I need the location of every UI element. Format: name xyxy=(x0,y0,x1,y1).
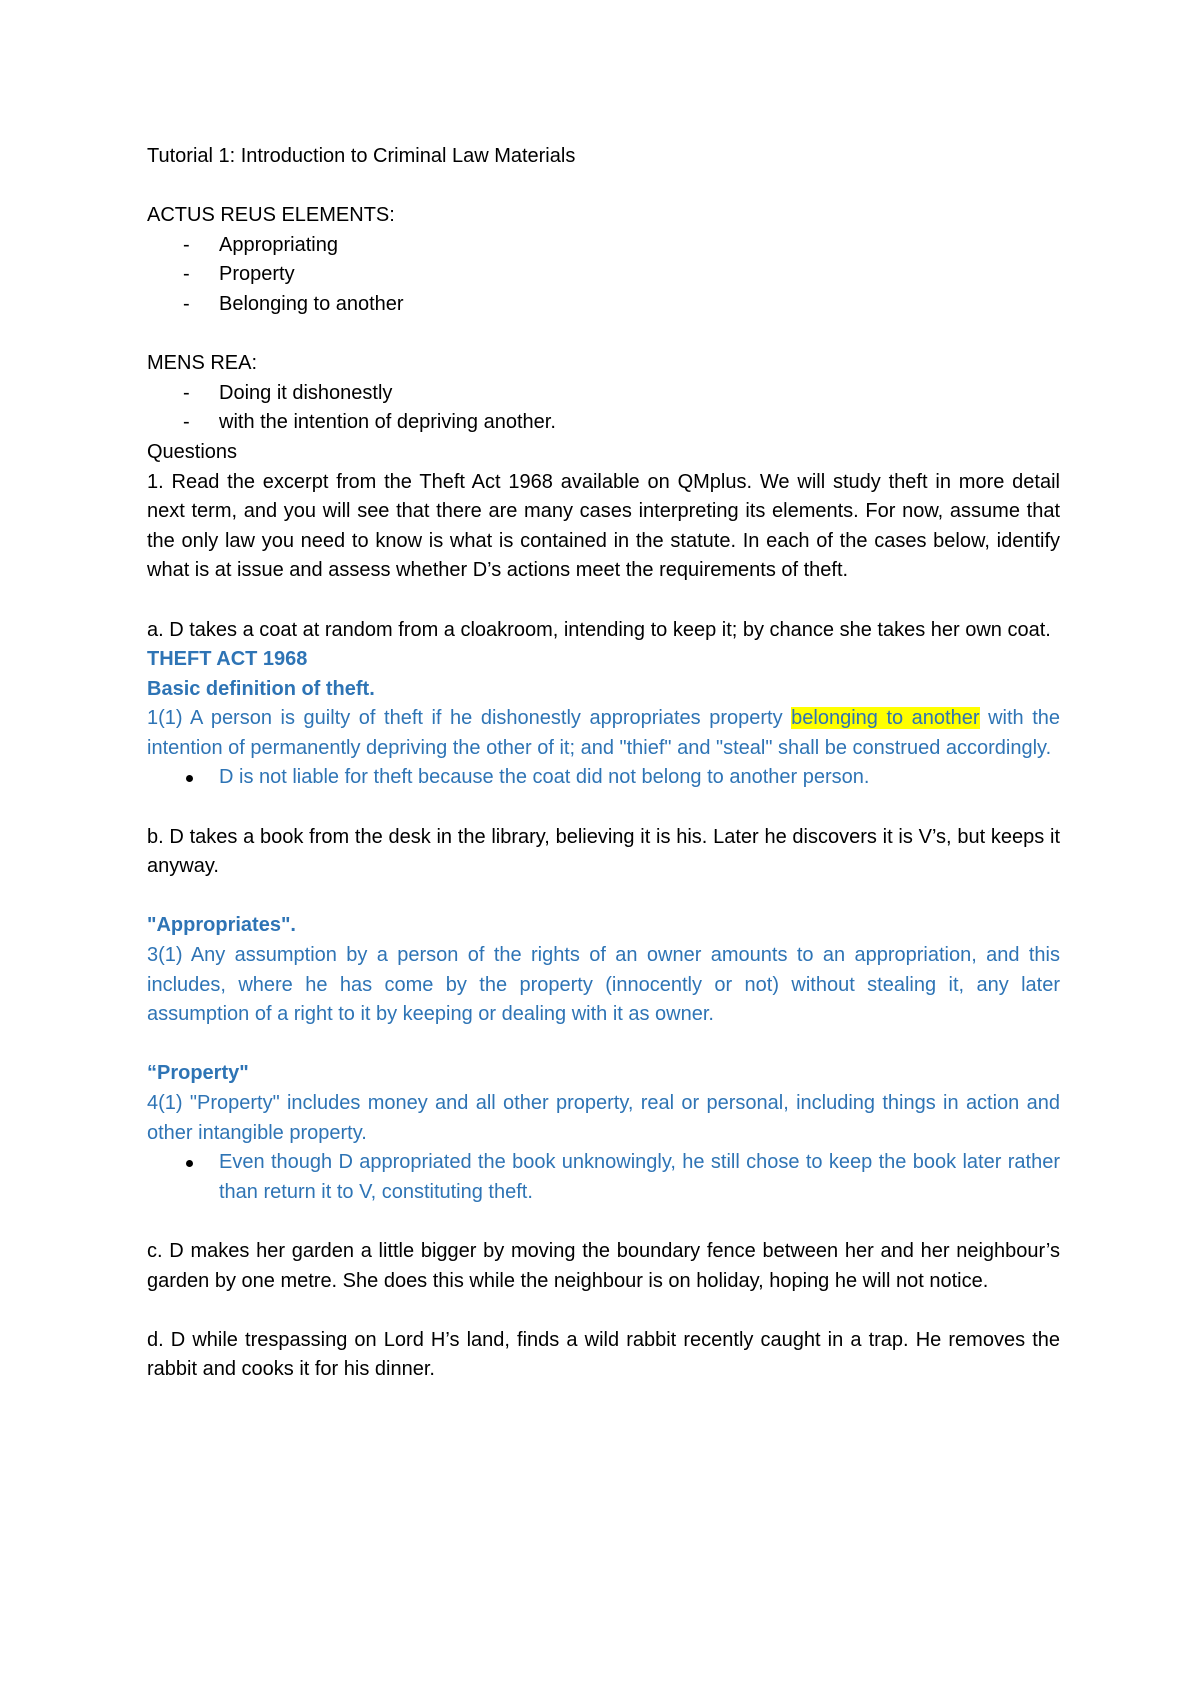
list-item: D is not liable for theft because the coat did not belong to another person. xyxy=(147,763,1060,793)
section-4-text: 4(1) "Property" includes money and all other property, real or personal, including things in action and other intangible property. xyxy=(147,1092,1060,1144)
spacer xyxy=(147,320,1060,350)
list-item: Even though D appropriated the book unknowingly, he still chose to keep the book later rather than return it to V, constituting theft. xyxy=(147,1148,1060,1207)
question-b: b. D takes a book from the desk in the library, believing it is his. Later he discovers it is V’s, but keeps it anyway. xyxy=(147,825,1060,878)
list-item: - Doing it dishonestly xyxy=(147,379,1060,409)
spacer xyxy=(147,1030,1060,1060)
list-item: - Belonging to another xyxy=(147,290,1060,320)
mens-rea-list xyxy=(147,379,1060,438)
question-c: c. D makes her garden a little bigger by moving the boundary fence between her and her neighbour’s garden by one metre. She does this while the neighbour is on holiday, hoping he will not notice. xyxy=(147,1239,1060,1292)
property-heading: “Property" xyxy=(147,1062,249,1085)
dash-marker: - xyxy=(183,292,190,315)
section-1-text: 1(1) A person is guilty of theft if he dishonestly appropriates property belonging to another with the intention of permanently depriving the other of it; and "thief" and "steal" shall be construed accordingly. xyxy=(147,707,1060,759)
spacer xyxy=(147,1296,1060,1326)
actus-reus-list xyxy=(147,231,1060,320)
answer-b-list xyxy=(147,1148,1060,1207)
basic-definition-heading: Basic definition of theft. xyxy=(147,677,375,700)
spacer xyxy=(147,882,1060,912)
spacer xyxy=(147,172,1060,202)
list-item: - Property xyxy=(147,260,1060,290)
spacer xyxy=(147,793,1060,823)
questions-heading: Questions xyxy=(147,440,238,463)
question-1: 1. Read the excerpt from the Theft Act 1968 available on QMplus. We will study theft in more detail next term, and you will see that there are many cases interpreting its elements. For now, assume that the only law you need to know is what is contained in the statute. In each of the cases below, identify what is at issue and assess whether D’s actions meet the requirements of theft. xyxy=(147,470,1060,582)
bullet-marker xyxy=(186,775,193,782)
actus-reus-heading: ACTUS REUS ELEMENTS: xyxy=(147,204,395,227)
act-title: THEFT ACT 1968 xyxy=(147,648,308,671)
answer-a-list xyxy=(147,763,1060,793)
spacer xyxy=(147,1207,1060,1237)
document-title: Tutorial 1: Introduction to Criminal Law Materials xyxy=(147,145,576,167)
dash-marker: - xyxy=(183,233,190,256)
list-item: - with the intention of depriving another. xyxy=(147,408,1060,438)
spacer xyxy=(147,586,1060,616)
appropriates-heading: "Appropriates". xyxy=(147,914,296,937)
bullet-marker xyxy=(186,1160,193,1167)
mens-rea-heading: MENS REA: xyxy=(147,352,258,375)
highlighted-phrase: belonging to another xyxy=(791,707,980,730)
dash-marker: - xyxy=(183,411,190,434)
list-item: - Appropriating xyxy=(147,231,1060,261)
question-d: d. D while trespassing on Lord H’s land, finds a wild rabbit recently caught in a trap. He removes the rabbit and cooks it for his dinner. xyxy=(147,1328,1060,1381)
dash-marker: - xyxy=(183,381,190,404)
question-a: a. D takes a coat at random from a cloakroom, intending to keep it; by chance she takes her own coat. xyxy=(147,618,1051,641)
dash-marker: - xyxy=(183,263,190,286)
section-3-text: 3(1) Any assumption by a person of the rights of an owner amounts to an appropriation, and this includes, where he has come by the property (innocently or not) without stealing it, any later assumption of a right to it by keeping or dealing with it as owner. xyxy=(147,944,1060,1026)
